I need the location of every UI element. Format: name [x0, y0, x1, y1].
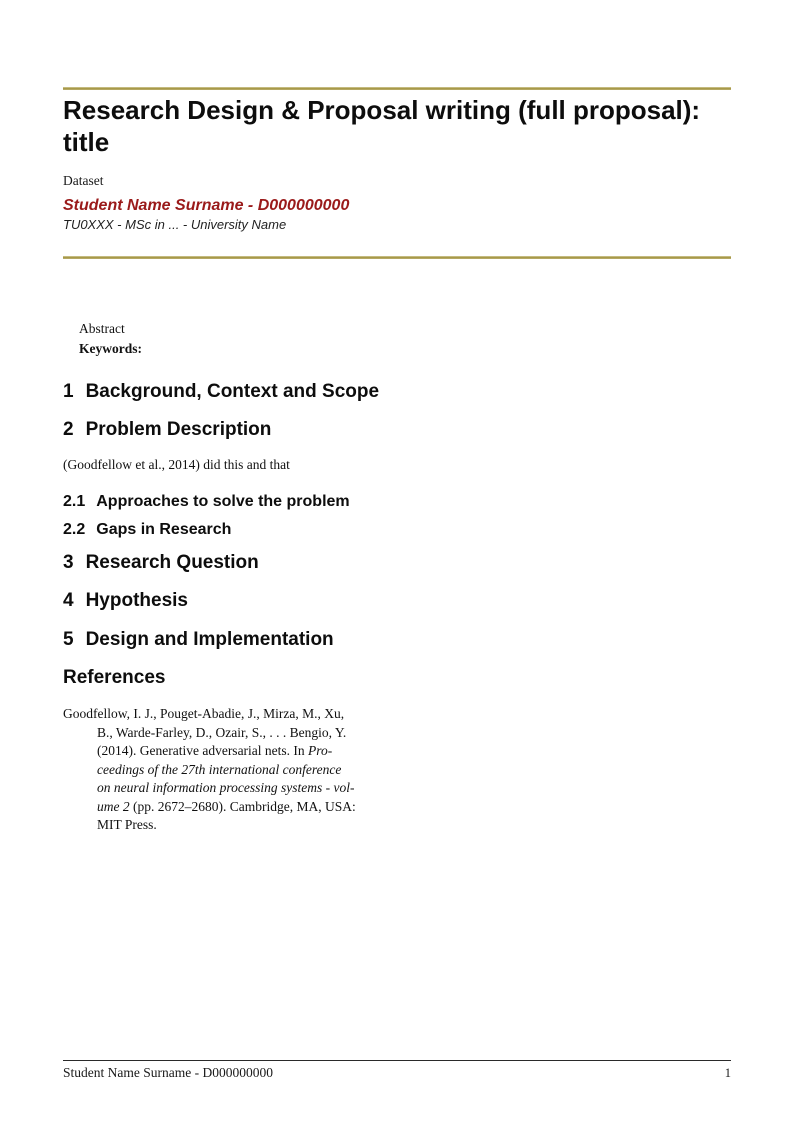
dataset-label: Dataset: [63, 173, 104, 188]
reference-line: [97, 742, 473, 761]
section-heading-design-implementation: [63, 628, 731, 651]
author-name: Student Name Surname - D000000000: [63, 197, 350, 214]
page-number: 1: [724, 1066, 731, 1080]
document-title: Research Design & Proposal writing (full proposal): title: [63, 95, 701, 157]
section-label: Hypothesis: [85, 590, 188, 611]
reference-line: [97, 798, 473, 817]
references-heading: References: [63, 667, 166, 688]
reference-line: [97, 761, 473, 780]
subsection-heading-approaches: [63, 492, 731, 511]
abstract-label: Abstract: [79, 321, 125, 336]
header-bottom-divider-rule: [63, 256, 731, 259]
section-number: 2: [63, 419, 74, 440]
reference-text: (pp. 2672–2680). Cambridge, MA, USA:: [129, 798, 356, 814]
subsection-heading-gaps: [63, 520, 731, 539]
reference-line: [97, 779, 473, 798]
section-label: Background, Context and Scope: [85, 381, 380, 402]
subsection-number: 2.1: [63, 493, 86, 510]
reference-text: Goodfellow, I. J., Pouget-Abadie, J., Mirza, M., Xu,: [63, 706, 345, 721]
section-number: 4: [63, 590, 74, 611]
section-label: Research Question: [85, 552, 259, 573]
section-label: Problem Description: [85, 419, 272, 440]
page-content: [63, 0, 731, 835]
section-number: 1: [63, 381, 74, 402]
keywords-label: Keywords:: [79, 341, 142, 356]
section-heading-research-question: [63, 551, 731, 574]
footer-author: Student Name Surname - D000000000: [63, 1065, 273, 1080]
section-heading-problem-description: [63, 418, 731, 441]
body-paragraph: (Goodfellow et al., 2014) did this and that: [63, 457, 290, 472]
section-heading-background: [63, 380, 731, 403]
section-number: 5: [63, 629, 74, 650]
top-divider-rule: [63, 87, 731, 90]
reference-text-italic: ume 2: [97, 798, 130, 814]
section-number: 3: [63, 552, 74, 573]
section-label: Design and Implementation: [85, 629, 334, 650]
subsection-label: Gaps in Research: [96, 521, 232, 538]
reference-text-italic: Pro-: [308, 743, 333, 758]
reference-text-italic: on neural information processing systems - vol-: [97, 780, 355, 795]
footer-row: [63, 1064, 731, 1082]
reference-text-italic: ceedings of the 27th international conference: [97, 761, 342, 777]
subsection-number: 2.2: [63, 521, 86, 538]
subsection-label: Approaches to solve the problem: [96, 493, 350, 510]
reference-entry: [63, 705, 473, 835]
section-heading-hypothesis: [63, 589, 731, 612]
footer-divider-rule: [63, 1060, 731, 1061]
reference-text: (2014). Generative adversarial nets. In: [97, 743, 309, 758]
reference-text: MIT Press.: [97, 817, 157, 832]
reference-line: [97, 724, 473, 743]
reference-text: B., Warde-Farley, D., Ozair, S., . . . Bengio, Y.: [97, 724, 347, 740]
page-footer: [63, 1060, 731, 1082]
reference-line: [97, 816, 473, 835]
author-affiliation: TU0XXX - MSc in ... - University Name: [63, 217, 287, 232]
reference-line: [63, 705, 473, 724]
